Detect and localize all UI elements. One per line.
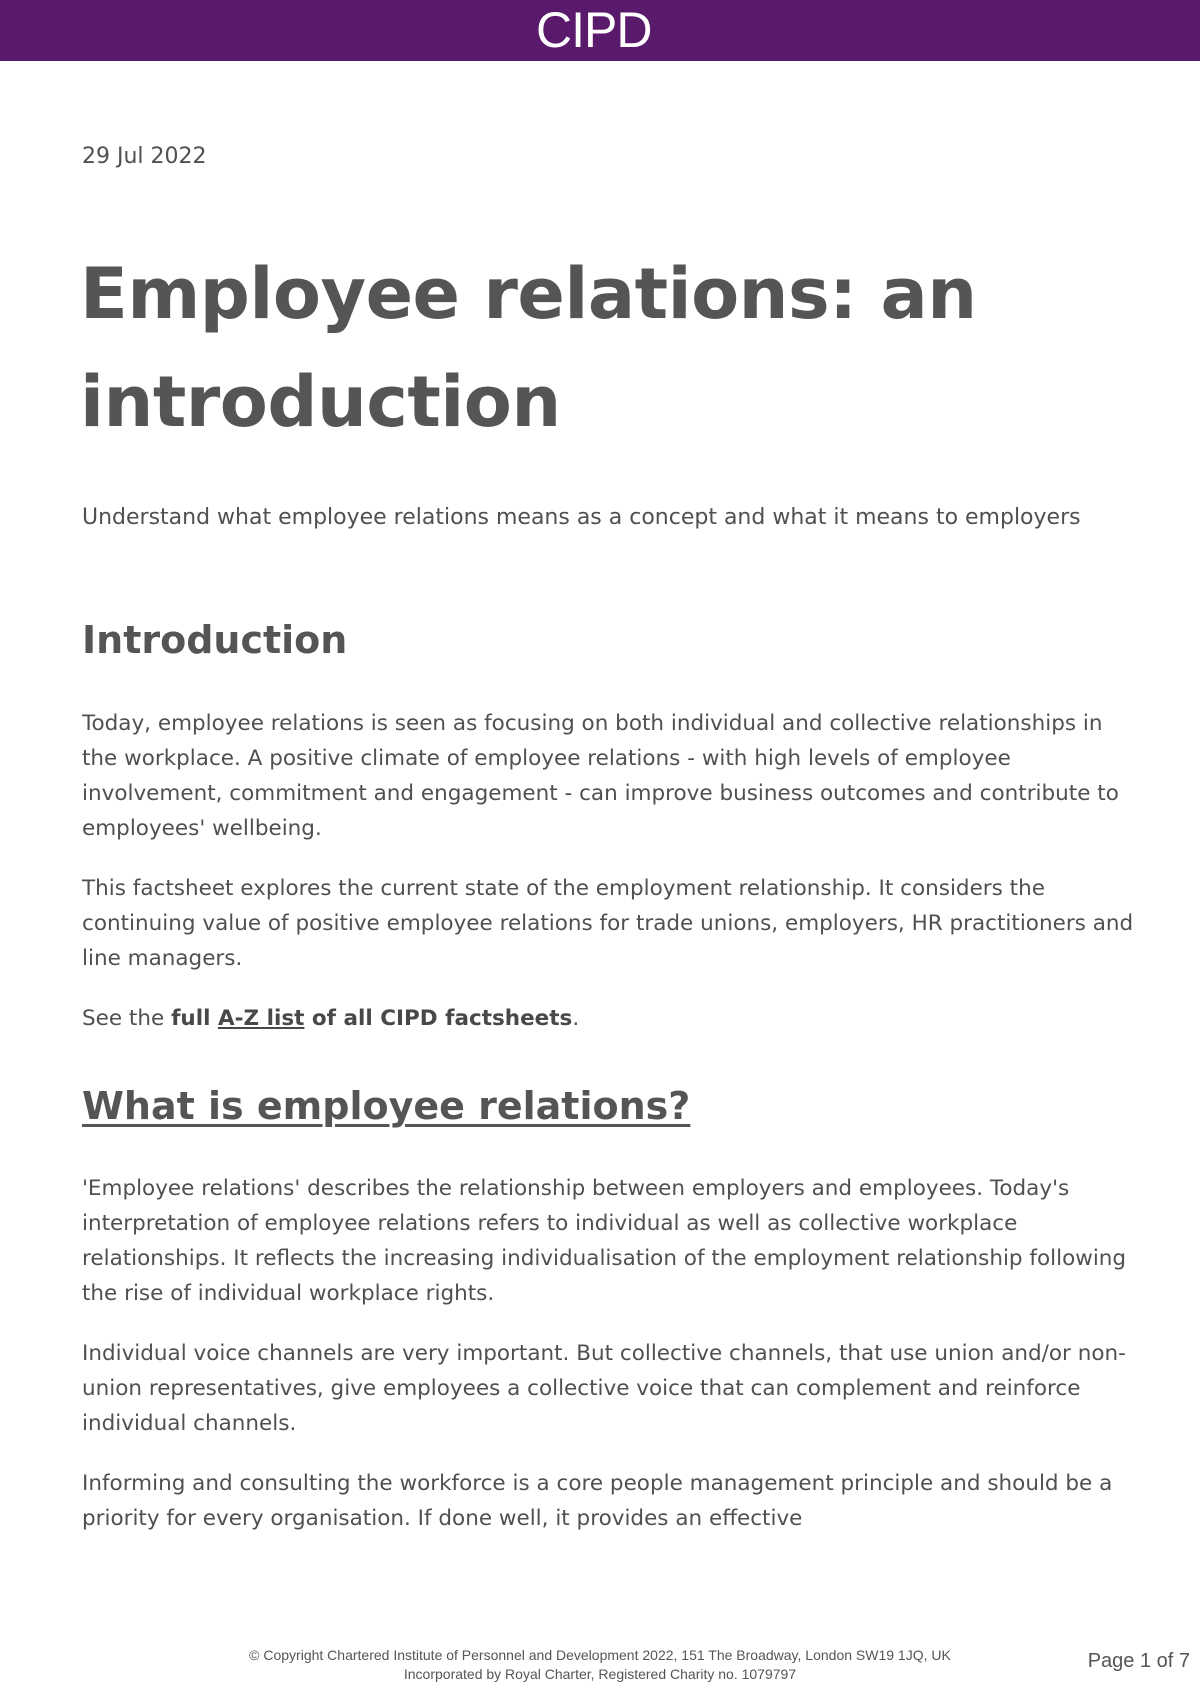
cipd-logo: CIPD [536,2,652,58]
see-also-paragraph [82,1001,1142,1036]
what-paragraph-1: 'Employee relations' describes the relationship between employers and employees. Today's interpretation of employee relations refers to individual as well as collective workplace relationships. It reflects the increasing individualisation of the employment relationship following the rise of individual workplace rights. [82,1176,1127,1306]
intro-paragraph-1: Today, employee relations is seen as focusing on both individual and collective relationships in the workplace. A positive climate of employee relations - with high levels of employee involvement, commitment and engagement - can improve business outcomes and contribute to employees' wellbeing. [82,711,1119,841]
page-subtitle: Understand what employee relations means as a concept and what it means to employers [82,505,1081,530]
see-also-bold-after: of all CIPD factsheets [304,1006,573,1031]
section-heading-introduction: Introduction [82,618,348,662]
page-title: Employee relations: an introduction [80,253,977,443]
charter-line: Incorporated by Royal Charter, Registered Charity no. 1079797 [403,1666,797,1682]
what-paragraph-3: Informing and consulting the workforce is a core people management principle and should be a priority for every organisation. If done well, it provides an effective [82,1471,1113,1531]
page-number: Page 1 of 7 [1087,1650,1190,1672]
what-paragraph-2: Individual voice channels are very important. But collective channels, that use union and/or non-union representatives, give employees a collective voice that can complement and reinforce individual channels. [82,1341,1126,1436]
see-also-bold-before: full [171,1006,218,1031]
header-bar [0,0,1200,61]
see-also-prefix: See the [82,1006,172,1031]
publish-date: 29 Jul 2022 [82,144,207,169]
intro-paragraph-2: This factsheet explores the current state of the employment relationship. It considers the continuing value of positive employee relations for trade unions, employers, HR practitioners and line managers. [82,876,1134,971]
copyright-line: © Copyright Chartered Institute of Personnel and Development 2022, 151 The Broadway, London SW19 1JQ, UK [249,1647,951,1663]
section-heading-what-is-employee-relations[interactable]: What is employee relations? [82,1084,691,1128]
az-list-link[interactable]: A-Z list [217,1006,305,1031]
see-also-suffix: . [572,1006,580,1031]
footer-copyright [160,1646,1040,1684]
